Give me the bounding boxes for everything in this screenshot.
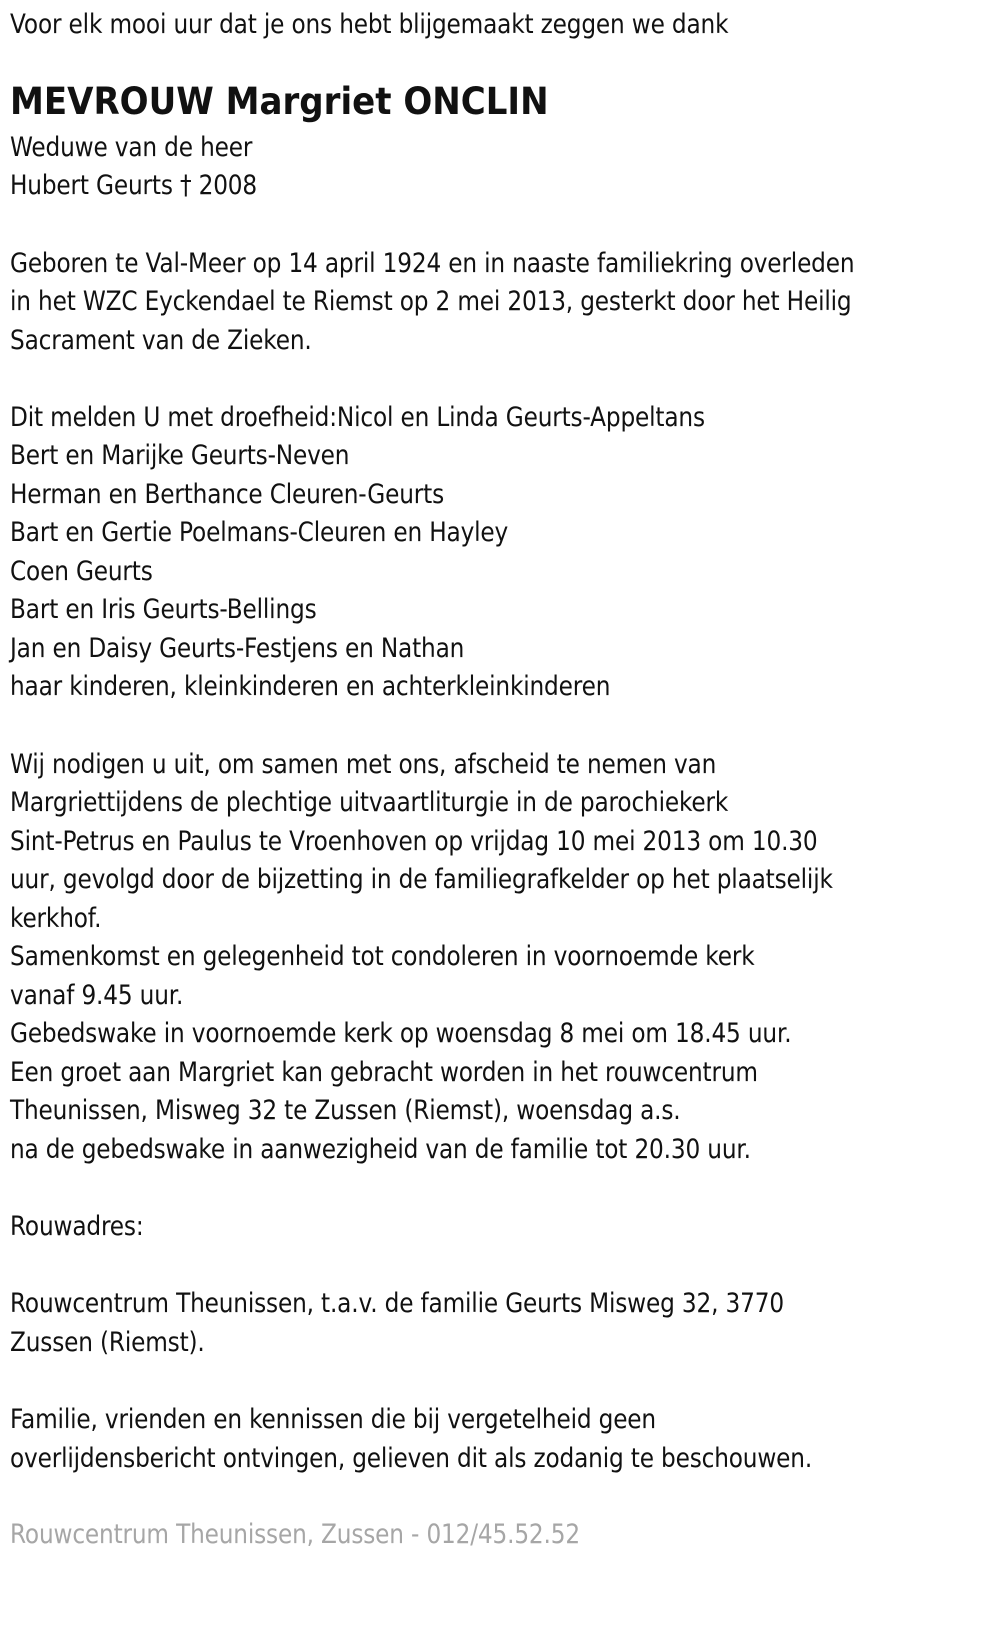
ceremony-line: vanaf 9.45 uur. [10,980,184,1011]
deceased-name-title: MEVROUW Margriet ONCLIN [10,80,549,123]
family-line: Dit melden U met droefheid:Nicol en Linda Geurts-Appeltans [10,402,705,433]
widow-line-1: Weduwe van de heer [10,132,253,163]
ceremony-line: Margriettijdens de plechtige uitvaartliturgie in de parochiekerk [10,787,729,818]
ceremony-line: Theunissen, Misweg 32 te Zussen (Riemst), woensdag a.s. [10,1095,681,1126]
family-line: Bart en Gertie Poelmans-Cleuren en Hayley [10,517,509,548]
notice-line: Familie, vrienden en kennissen die bij vergetelheid geen [10,1404,656,1435]
birth-death-line: Sacrament van de Zieken. [10,325,312,356]
family-line: haar kinderen, kleinkinderen en achterkleinkinderen [10,671,611,702]
ceremony-line: kerkhof. [10,903,102,934]
ceremony-line: Sint-Petrus en Paulus te Vroenhoven op vrijdag 10 mei 2013 om 10.30 [10,826,818,857]
address-line: Zussen (Riemst). [10,1327,205,1358]
ceremony-line: uur, gevolgd door de bijzetting in de familiegrafkelder op het plaatselijk [10,864,833,895]
birth-death-line: in het WZC Eyckendael te Riemst op 2 mei 2013, gesterkt door het Heilig [10,286,852,317]
address-label: Rouwadres: [10,1211,144,1242]
family-line: Bart en Iris Geurts-Bellings [10,594,317,625]
funeral-home-footer: Rouwcentrum Theunissen, Zussen - 012/45.52.52 [10,1519,580,1550]
birth-death-line: Geboren te Val-Meer op 14 april 1924 en in naaste familiekring overleden [10,248,855,279]
ceremony-line: Samenkomst en gelegenheid tot condoleren in voornoemde kerk [10,941,755,972]
intro-quote: Voor elk mooi uur dat je ons hebt blijgemaakt zeggen we dank [10,9,729,40]
notice-line: overlijdensbericht ontvingen, gelieven dit als zodanig te beschouwen. [10,1443,813,1474]
family-line: Herman en Berthance Cleuren-Geurts [10,479,445,510]
family-line: Jan en Daisy Geurts-Festjens en Nathan [10,633,465,664]
ceremony-line: Gebedswake in voornoemde kerk op woensdag 8 mei om 18.45 uur. [10,1018,792,1049]
ceremony-line: Wij nodigen u uit, om samen met ons, afscheid te nemen van [10,749,717,780]
ceremony-line: na de gebedswake in aanwezigheid van de familie tot 20.30 uur. [10,1134,751,1165]
family-line: Coen Geurts [10,556,153,587]
address-line: Rouwcentrum Theunissen, t.a.v. de familie Geurts Misweg 32, 3770 [10,1288,784,1319]
widow-line-2: Hubert Geurts † 2008 [10,170,258,201]
family-line: Bert en Marijke Geurts-Neven [10,440,350,471]
ceremony-line: Een groet aan Margriet kan gebracht worden in het rouwcentrum [10,1057,758,1088]
